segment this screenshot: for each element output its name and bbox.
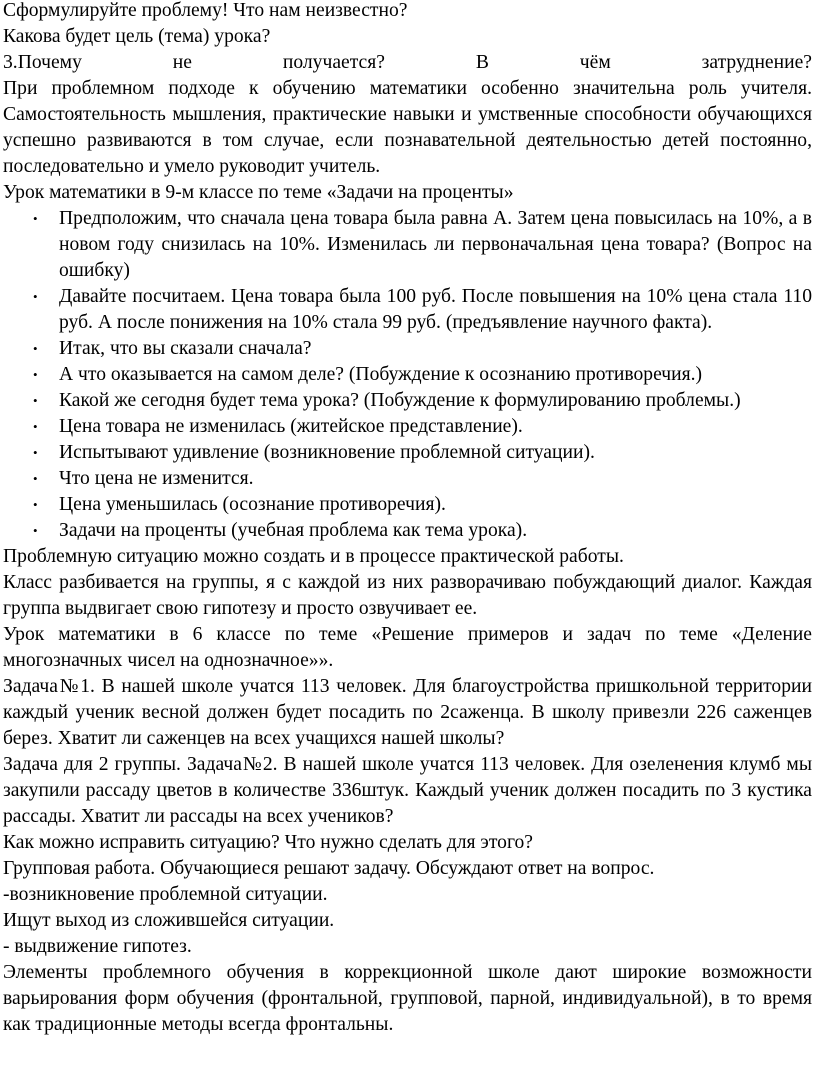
paragraph-practical-work: Проблемную ситуацию можно создать и в процессе практической работы.	[3, 546, 624, 567]
list-item-text: Задачи на проценты (учебная проблема как тема урока).	[59, 520, 528, 541]
list-item-text: Итак, что вы сказали сначала?	[59, 338, 312, 359]
paragraph-formulate-problem: Сформулируйте проблему! Что нам неизвестно?	[3, 0, 408, 21]
list-item	[33, 336, 812, 362]
paragraph-why-difficulty: 3.Почему не получается? В чём затруднение?	[3, 52, 812, 73]
paragraph-fix-situation: Как можно исправить ситуацию? Что нужно сделать для этого?	[3, 832, 533, 853]
bullet-icon: •	[33, 497, 38, 512]
bullet-icon: •	[33, 445, 38, 460]
bullet-icon: •	[33, 393, 38, 408]
paragraph-grade9-lesson: Урок математики в 9-м классе по теме «Задачи на проценты»	[3, 182, 514, 203]
paragraph-problem-approach: При проблемном подходе к обучению математики особенно значительна роль учителя. Самостоятельность мышления, практические навыки и умственные способности обучающихся успешно развиваются в том случае, если познавательной деятельностью детей постоянно, последовательно и умело руководит учитель.	[3, 78, 812, 177]
bullet-icon: •	[33, 419, 38, 434]
list-item-text: Давайте посчитаем. Цена товара была 100 руб. После повышения на 10% цена стала 110 руб. А после понижения на 10% стала 99 руб. (предъявление научного факта).	[59, 286, 812, 333]
list-item	[33, 362, 812, 388]
list-item	[33, 388, 812, 414]
list-item	[33, 414, 812, 440]
paragraph-task-2: Задача для 2 группы. Задача№2. В нашей школе учатся 113 человек. Для озеленения клумб мы закупили рассаду цветов в количестве 336штук. Каждый ученик должен посадить по 3 кустика рассады. Хватит ли рассады на всех учеников?	[3, 754, 812, 827]
bullet-icon: •	[33, 289, 38, 304]
paragraph-seek-solution: Ищут выход из сложившейся ситуации.	[3, 910, 335, 931]
paragraph-task-1: Задача№1. В нашей школе учатся 113 человек. Для благоустройства пришкольной территории каждый ученик весной должен будет посадить по 2саженца. В школу привезли 226 саженцев берез. Хватит ли саженцев на всех учащихся нашей школы?	[3, 676, 812, 749]
list-item-text: Предположим, что сначала цена товара была равна А. Затем цена повысилась на 10%, а в новом году снизилась на 10%. Изменилась ли первоначальная цена товара? (Вопрос на ошибку)	[59, 208, 812, 281]
paragraph-group-work: Групповая работа. Обучающиеся решают задачу. Обсуждают ответ на вопрос.	[3, 858, 655, 879]
bullet-icon: •	[33, 367, 38, 382]
list-item-text: А что оказывается на самом деле? (Побуждение к осознанию противоречия.)	[59, 364, 703, 385]
list-item-text: Цена товара не изменилась (житейское представление).	[59, 416, 523, 437]
paragraph-correctional-school: Элементы проблемного обучения в коррекционной школе дают широкие возможности варьирования форм обучения (фронтальной, групповой, парной, индивидуальной), в то время как традиционные методы всегда фронтальны.	[3, 962, 812, 1035]
bullet-icon: •	[33, 211, 38, 226]
list-item	[33, 466, 812, 492]
bullet-icon: •	[33, 471, 38, 486]
list-item-text: Испытывают удивление (возникновение проблемной ситуации).	[59, 442, 595, 463]
paragraph-grade6-lesson: Урок математики в 6 классе по теме «Решение примеров и задач по теме «Деление многозначных чисел на однозначное»».	[3, 624, 812, 671]
list-item	[33, 492, 812, 518]
paragraph-hypotheses: - выдвижение гипотез.	[3, 936, 192, 957]
paragraph-groups-dialogue: Класс разбивается на группы, я с каждой из них разворачиваю побуждающий диалог. Каждая группа выдвигает свою гипотезу и просто озвучивает ее.	[3, 572, 812, 619]
list-item	[33, 518, 812, 544]
list-item	[33, 206, 812, 284]
bullet-icon: •	[33, 523, 38, 538]
paragraph-problem-situation: -возникновение проблемной ситуации.	[3, 884, 328, 905]
bullet-icon: •	[33, 341, 38, 356]
list-item	[33, 440, 812, 466]
paragraph-lesson-goal: Какова будет цель (тема) урока?	[3, 26, 271, 47]
list-item	[33, 284, 812, 336]
bullet-list	[3, 206, 812, 544]
list-item-text: Что цена не изменится.	[59, 468, 254, 489]
list-item-text: Какой же сегодня будет тема урока? (Побуждение к формулированию проблемы.)	[59, 390, 741, 411]
list-item-text: Цена уменьшилась (осознание противоречия).	[59, 494, 446, 515]
